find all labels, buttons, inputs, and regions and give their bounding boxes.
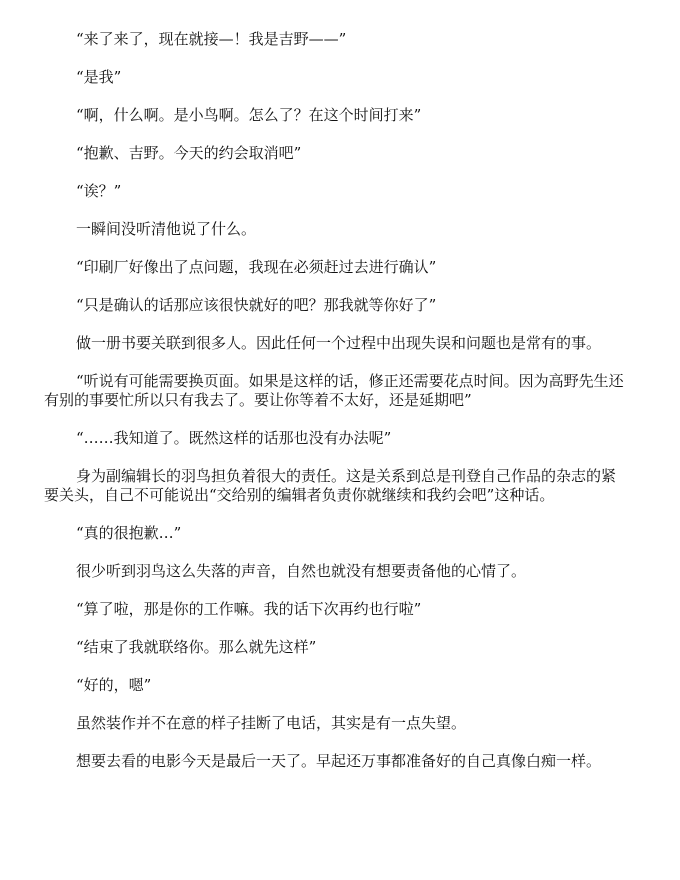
paragraph-1: “来了来了，现在就接—！我是吉野——” [76, 30, 347, 48]
paragraph-19: 想要去看的电影今天是最后一天了。早起还万事都准备好的自己真像白痴一样。 [76, 752, 602, 770]
paragraph-17: “好的，嗯” [76, 676, 152, 694]
paragraph-10: “听说有可能需要换页面。如果是这样的话，修正还需要花点时间。因为高野先生还有别的事要忙所以只有我去了。要让你等着不太好，还是延期吧” [44, 372, 624, 409]
paragraph-6: 一瞬间没听清他说了什么。 [76, 220, 257, 238]
paragraph-14: 很少听到羽鸟这么失落的声音，自然也就没有想要责备他的心情了。 [76, 562, 527, 580]
paragraph-12: 身为副编辑长的羽鸟担负着很大的责任。这是关系到总是刊登自己作品的杂志的紧要关头，自己不可能说出“交给别的编辑者负责你就继续和我约会吧”这种话。 [44, 467, 617, 504]
paragraph-11: “……我知道了。既然这样的话那也没有办法呢” [76, 429, 392, 447]
paragraph-4: “抱歉、吉野。今天的约会取消吧” [76, 144, 302, 162]
paragraph-3: “啊，什么啊。是小鸟啊。怎么了？在这个时间打来” [76, 106, 422, 124]
paragraph-2: “是我” [76, 68, 122, 86]
paragraph-16: “结束了我就联络你。那么就先这样” [76, 638, 317, 656]
paragraph-5: “诶？” [76, 182, 122, 200]
paragraph-9: 做一册书要关联到很多人。因此任何一个过程中出现失误和问题也是常有的事。 [76, 334, 602, 352]
paragraph-7: “印刷厂好像出了点问题，我现在必须赶过去进行确认” [76, 258, 437, 276]
paragraph-13: “真的很抱歉…” [76, 524, 182, 542]
paragraph-8: “只是确认的话那应该很快就好的吧？那我就等你好了” [76, 296, 437, 314]
paragraph-18: 虽然装作并不在意的样子挂断了电话，其实是有一点失望。 [76, 714, 467, 732]
paragraph-15: “算了啦，那是你的工作嘛。我的话下次再约也行啦” [76, 600, 422, 618]
